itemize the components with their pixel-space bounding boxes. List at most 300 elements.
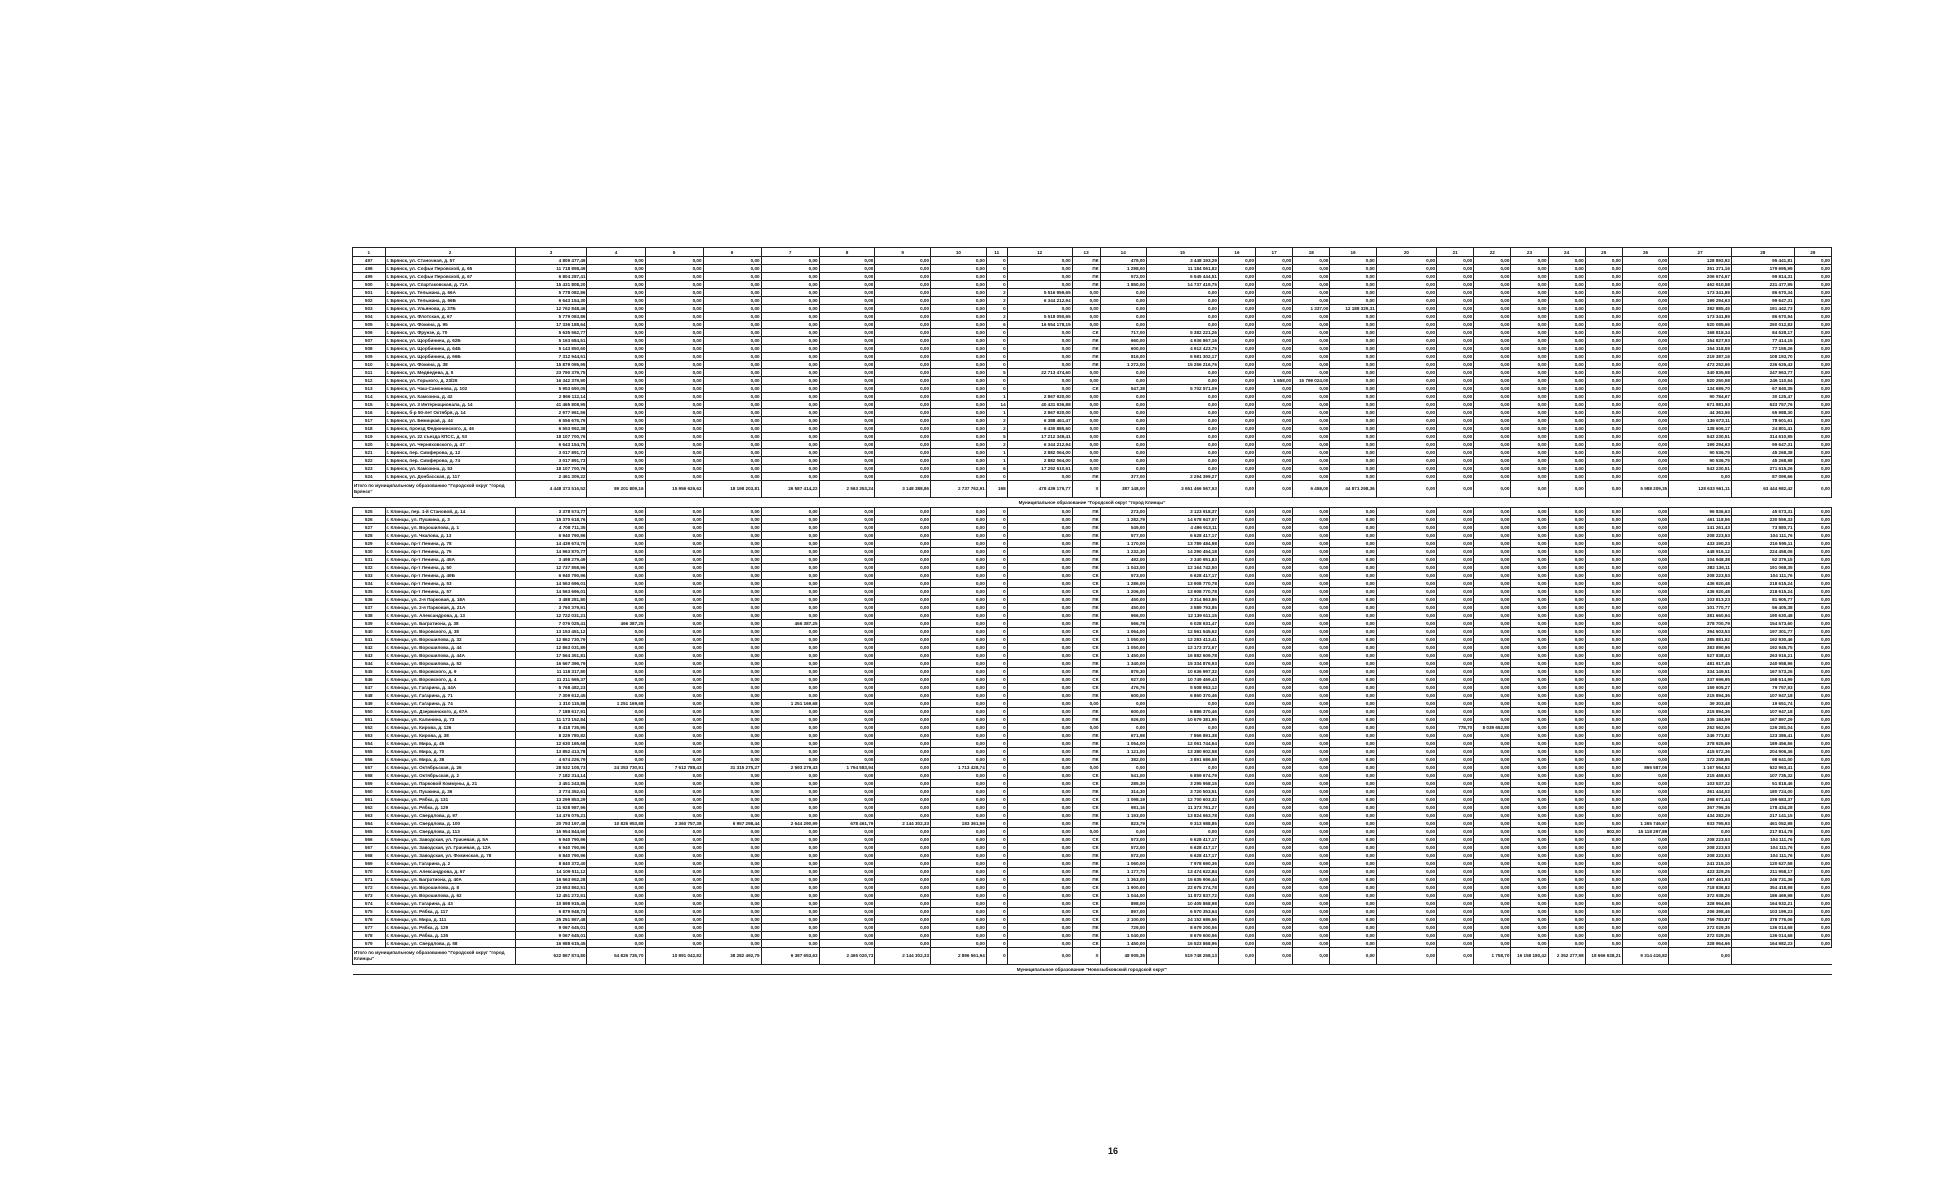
table-row bbox=[353, 580, 1832, 588]
value-cell: 0,00 bbox=[819, 900, 875, 908]
value-cell: 0,00 bbox=[1794, 564, 1831, 572]
value-cell: 0,00 bbox=[1437, 433, 1474, 441]
value-cell: 0,00 bbox=[1376, 409, 1436, 417]
value-cell: 0,00 bbox=[1256, 425, 1293, 433]
value-cell: 0,00 bbox=[1256, 612, 1293, 620]
value-cell: 0,00 bbox=[1146, 305, 1218, 313]
value-cell: 0,00 bbox=[761, 772, 819, 780]
value-cell: 0,00 bbox=[875, 345, 931, 353]
value-cell: 0,00 bbox=[1622, 465, 1668, 473]
value-cell: 0,00 bbox=[1437, 892, 1474, 900]
address-cell: г. Клинцы, пр-т Ленина, д. 50 bbox=[385, 564, 515, 572]
value-cell: 260 012,83 bbox=[1731, 321, 1794, 329]
value-cell: 1 167 564,52 bbox=[1669, 764, 1732, 772]
value-cell: 0,00 bbox=[1218, 692, 1255, 700]
value-cell: 543 230,51 bbox=[1669, 465, 1732, 473]
value-cell: 0,00 bbox=[1256, 940, 1293, 948]
value-cell: 0,00 bbox=[931, 265, 987, 273]
value-cell: 0,00 bbox=[1622, 409, 1668, 417]
value-cell: 0,00 bbox=[1376, 441, 1436, 449]
table-row bbox=[353, 564, 1832, 572]
row-number-cell: 525 bbox=[353, 508, 386, 516]
value-cell: 13 153 451,12 bbox=[515, 628, 587, 636]
value-cell: 0,00 bbox=[645, 836, 703, 844]
value-cell: 0,00 bbox=[1794, 860, 1831, 868]
value-cell: 2 bbox=[986, 289, 1007, 297]
value-cell: 0,00 bbox=[1437, 273, 1474, 281]
value-cell: 0,00 bbox=[1474, 660, 1511, 668]
value-cell: 0,00 bbox=[1474, 876, 1511, 884]
value-cell: 0,00 bbox=[1474, 596, 1511, 604]
total-value-cell: 519 748 258,13 bbox=[1146, 948, 1218, 965]
value-cell: 5 bbox=[986, 369, 1007, 377]
value-cell: 0,00 bbox=[931, 401, 987, 409]
value-cell: 0,00 bbox=[1218, 892, 1255, 900]
value-cell: 0,00 bbox=[587, 289, 645, 297]
address-cell: г. Брянск, ул. Ульянова, д. 37Б bbox=[385, 305, 515, 313]
value-cell: 0,00 bbox=[1072, 828, 1100, 836]
value-cell: 7 978 690,36 bbox=[1146, 860, 1218, 868]
value-cell: 0,00 bbox=[1072, 465, 1100, 473]
value-cell: 0,00 bbox=[931, 465, 987, 473]
value-cell: 0,00 bbox=[1293, 401, 1330, 409]
column-number: 15 bbox=[1146, 248, 1218, 257]
table-row bbox=[353, 612, 1832, 620]
value-cell: 0,00 bbox=[1100, 441, 1146, 449]
value-cell: 0,00 bbox=[1376, 748, 1436, 756]
table-row bbox=[353, 425, 1832, 433]
address-cell: г. Брянск, ул. Тельмана, д. 66А bbox=[385, 289, 515, 297]
value-cell: 0,00 bbox=[1330, 321, 1376, 329]
value-cell: 0,00 bbox=[1256, 516, 1293, 524]
value-cell: 13 380 902,58 bbox=[1146, 748, 1218, 756]
value-cell: 0,00 bbox=[819, 401, 875, 409]
value-cell: 0,00 bbox=[703, 441, 761, 449]
value-cell: 14 290 454,18 bbox=[1146, 548, 1218, 556]
value-cell: 0,00 bbox=[1511, 588, 1548, 596]
value-cell: 12 862 730,79 bbox=[515, 636, 587, 644]
table-row bbox=[353, 273, 1832, 281]
value-cell: 0,00 bbox=[645, 652, 703, 660]
value-cell: 0,00 bbox=[1256, 524, 1293, 532]
value-cell: 0,00 bbox=[1330, 564, 1376, 572]
value-cell: 65 988,30 bbox=[1731, 409, 1794, 417]
value-cell: 51 818,46 bbox=[1731, 780, 1794, 788]
value-cell: 0,00 bbox=[1218, 756, 1255, 764]
address-cell: г. Клинцы, ул. Заводская, ул. Грачевая, д. 5А bbox=[385, 836, 515, 844]
value-cell: 0,00 bbox=[819, 297, 875, 305]
value-cell: 0,00 bbox=[875, 369, 931, 377]
value-cell: 0,00 bbox=[703, 780, 761, 788]
address-cell: г. Брянск, ул. Горького, д. 23/26 bbox=[385, 377, 515, 385]
value-cell: 0,00 bbox=[761, 636, 819, 644]
value-cell: 0,00 bbox=[1100, 321, 1146, 329]
value-cell: 0,00 bbox=[1622, 473, 1668, 481]
value-cell: 14 563 696,01 bbox=[515, 580, 587, 588]
value-cell: 0,00 bbox=[1548, 692, 1585, 700]
value-cell: 0,00 bbox=[1437, 644, 1474, 652]
value-cell: 6 bbox=[986, 465, 1007, 473]
value-cell: 0,00 bbox=[1293, 433, 1330, 441]
total-row bbox=[353, 481, 1832, 498]
value-cell: 0,00 bbox=[761, 417, 819, 425]
value-cell: 0 bbox=[986, 940, 1007, 948]
value-cell: 0,00 bbox=[1474, 289, 1511, 297]
value-cell: 0,00 bbox=[645, 281, 703, 289]
value-cell: 0,00 bbox=[1376, 812, 1436, 820]
value-cell: 1 272,00 bbox=[1100, 361, 1146, 369]
value-cell: 6 628 417,17 bbox=[1146, 532, 1218, 540]
column-number: 24 bbox=[1548, 248, 1585, 257]
value-cell: 0,00 bbox=[1218, 868, 1255, 876]
value-cell: 0,00 bbox=[1376, 353, 1436, 361]
value-cell: 0,00 bbox=[1437, 297, 1474, 305]
value-cell: 0,00 bbox=[645, 692, 703, 700]
value-cell: 0,00 bbox=[1794, 409, 1831, 417]
value-cell: 0,00 bbox=[1376, 508, 1436, 516]
value-cell: 0,00 bbox=[1511, 353, 1548, 361]
value-cell: 0,00 bbox=[587, 780, 645, 788]
value-cell: 0,00 bbox=[587, 812, 645, 820]
value-cell: 0,00 bbox=[1218, 748, 1255, 756]
value-cell: 0,00 bbox=[1072, 409, 1100, 417]
value-cell: ПК bbox=[1072, 353, 1100, 361]
value-cell: 0,00 bbox=[1548, 433, 1585, 441]
value-cell: ПК bbox=[1072, 564, 1100, 572]
value-cell: 0,00 bbox=[1794, 724, 1831, 732]
value-cell: 0,00 bbox=[1256, 740, 1293, 748]
value-cell: 0,00 bbox=[1794, 932, 1831, 940]
value-cell: 0,00 bbox=[1622, 353, 1668, 361]
value-cell: 0,00 bbox=[931, 668, 987, 676]
value-cell: 0,00 bbox=[703, 385, 761, 393]
value-cell: 1 098,19 bbox=[1100, 796, 1146, 804]
value-cell: 0,00 bbox=[1293, 668, 1330, 676]
row-number-cell: 500 bbox=[353, 281, 386, 289]
value-cell: ПК bbox=[1072, 692, 1100, 700]
value-cell: ПК bbox=[1072, 540, 1100, 548]
value-cell: 0,00 bbox=[1330, 265, 1376, 273]
value-cell: 128 892,92 bbox=[1669, 257, 1732, 265]
value-cell: 1 310 115,88 bbox=[515, 700, 587, 708]
value-cell: 0,00 bbox=[819, 708, 875, 716]
address-cell: г. Клинцы, ул. Пушкина, д. 36 bbox=[385, 788, 515, 796]
value-cell: 0,00 bbox=[587, 708, 645, 716]
value-cell: 1 040,00 bbox=[1100, 932, 1146, 940]
value-cell: 3 720 503,51 bbox=[1146, 788, 1218, 796]
value-cell: 0,00 bbox=[1794, 620, 1831, 628]
value-cell: 0,00 bbox=[1511, 932, 1548, 940]
value-cell: 0,00 bbox=[1622, 660, 1668, 668]
value-cell: 0,00 bbox=[1218, 508, 1255, 516]
value-cell: 0,00 bbox=[645, 524, 703, 532]
value-cell: 0,00 bbox=[1794, 516, 1831, 524]
value-cell: 0,00 bbox=[1548, 572, 1585, 580]
row-number-cell: 534 bbox=[353, 580, 386, 588]
value-cell: 230 559,33 bbox=[1731, 516, 1794, 524]
value-cell: 0,00 bbox=[931, 473, 987, 481]
value-cell: СК bbox=[1072, 940, 1100, 948]
column-number: 19 bbox=[1330, 248, 1376, 257]
value-cell: 0,00 bbox=[1007, 281, 1072, 289]
value-cell: 0,00 bbox=[1293, 796, 1330, 804]
value-cell: 16 342 379,90 bbox=[515, 377, 587, 385]
value-cell: 0,00 bbox=[587, 305, 645, 313]
value-cell: 0,00 bbox=[1376, 449, 1436, 457]
column-number: 13 bbox=[1072, 248, 1100, 257]
value-cell: 15 798 024,00 bbox=[1293, 377, 1330, 385]
value-cell: 0,00 bbox=[1437, 748, 1474, 756]
value-cell: 0,00 bbox=[931, 844, 987, 852]
total-row bbox=[353, 948, 1832, 965]
value-cell: 10 636 997,32 bbox=[1146, 668, 1218, 676]
value-cell: 0,00 bbox=[1474, 636, 1511, 644]
value-cell: 0,00 bbox=[1511, 836, 1548, 844]
value-cell: 0,00 bbox=[1437, 908, 1474, 916]
value-cell: 0,00 bbox=[1794, 377, 1831, 385]
value-cell: 0,00 bbox=[1293, 804, 1330, 812]
total-value-cell: 198 bbox=[986, 481, 1007, 498]
value-cell: 0,00 bbox=[1256, 724, 1293, 732]
value-cell: 0,00 bbox=[587, 868, 645, 876]
value-cell: 0,00 bbox=[1218, 772, 1255, 780]
value-cell: 0,00 bbox=[1548, 425, 1585, 433]
table-row bbox=[353, 508, 1832, 516]
value-cell: 0,00 bbox=[1437, 369, 1474, 377]
value-cell: 0,00 bbox=[645, 516, 703, 524]
value-cell: 0,00 bbox=[1293, 449, 1330, 457]
value-cell: 0,00 bbox=[1511, 305, 1548, 313]
column-number: 18 bbox=[1293, 248, 1330, 257]
value-cell: 0,00 bbox=[1585, 337, 1622, 345]
value-cell: 0,00 bbox=[1256, 884, 1293, 892]
value-cell: 0,00 bbox=[1437, 524, 1474, 532]
value-cell: 0,00 bbox=[1474, 804, 1511, 812]
value-cell: 1 850,00 bbox=[1100, 281, 1146, 289]
value-cell: 13 908 770,78 bbox=[1146, 588, 1218, 596]
value-cell: 107 947,18 bbox=[1731, 692, 1794, 700]
value-cell: 0,00 bbox=[1585, 836, 1622, 844]
value-cell: 0,00 bbox=[931, 692, 987, 700]
value-cell: 4 912 423,75 bbox=[1146, 345, 1218, 353]
value-cell: 0,00 bbox=[1218, 796, 1255, 804]
value-cell: 87 099,66 bbox=[1731, 473, 1794, 481]
value-cell: 0,00 bbox=[1256, 764, 1293, 772]
value-cell: 0,00 bbox=[1585, 908, 1622, 916]
table-row bbox=[353, 716, 1832, 724]
value-cell: 0,00 bbox=[1474, 732, 1511, 740]
value-cell: 0,00 bbox=[1794, 596, 1831, 604]
value-cell: 378 925,69 bbox=[1669, 740, 1732, 748]
value-cell: 0,00 bbox=[1511, 345, 1548, 353]
value-cell: 5 768 482,23 bbox=[515, 684, 587, 692]
value-cell: 0,00 bbox=[1511, 281, 1548, 289]
value-cell: 11 872 837,72 bbox=[1146, 892, 1218, 900]
value-cell: 0,00 bbox=[1330, 900, 1376, 908]
value-cell: 0,00 bbox=[1256, 908, 1293, 916]
value-cell: 0,00 bbox=[1256, 532, 1293, 540]
value-cell: 0,00 bbox=[1794, 353, 1831, 361]
value-cell: 0,00 bbox=[1585, 932, 1622, 940]
value-cell: 0,00 bbox=[1437, 417, 1474, 425]
value-cell: 0,00 bbox=[1100, 377, 1146, 385]
value-cell: 0,00 bbox=[1256, 732, 1293, 740]
value-cell: 7 866 891,38 bbox=[1146, 732, 1218, 740]
value-cell: 0,00 bbox=[1256, 636, 1293, 644]
value-cell: 0,00 bbox=[645, 884, 703, 892]
value-cell: 0,00 bbox=[1007, 892, 1072, 900]
value-cell: 0,00 bbox=[1622, 425, 1668, 433]
value-cell: 0,00 bbox=[1007, 337, 1072, 345]
value-cell: 0,00 bbox=[1622, 732, 1668, 740]
value-cell: 0,00 bbox=[1330, 516, 1376, 524]
value-cell: 0,00 bbox=[1548, 900, 1585, 908]
value-cell: 0,00 bbox=[875, 321, 931, 329]
address-cell: г. Брянск, б-р 50-лет Октября, д. 14 bbox=[385, 409, 515, 417]
value-cell: 0,00 bbox=[819, 684, 875, 692]
value-cell: 382 885,45 bbox=[1669, 305, 1732, 313]
row-number-cell: 544 bbox=[353, 660, 386, 668]
value-cell: 0,00 bbox=[1585, 892, 1622, 900]
address-cell: г. Клинцы, ул. Гагарина, д. 74 bbox=[385, 700, 515, 708]
table-row bbox=[353, 588, 1832, 596]
value-cell: 14 109 511,12 bbox=[515, 868, 587, 876]
value-cell: 0,00 bbox=[703, 812, 761, 820]
value-cell: 0,00 bbox=[1293, 932, 1330, 940]
value-cell: 0,00 bbox=[1511, 756, 1548, 764]
value-cell: 3 891 686,58 bbox=[1146, 756, 1218, 764]
value-cell: 0,00 bbox=[761, 273, 819, 281]
value-cell: 0,00 bbox=[1007, 265, 1072, 273]
value-cell: 0 bbox=[986, 516, 1007, 524]
value-cell: 0,00 bbox=[761, 401, 819, 409]
value-cell: 5 516 959,65 bbox=[1007, 289, 1072, 297]
value-cell: 0,00 bbox=[761, 796, 819, 804]
value-cell: 0,00 bbox=[1585, 924, 1622, 932]
value-cell: 0,00 bbox=[761, 580, 819, 588]
value-cell: 0,00 bbox=[1585, 700, 1622, 708]
value-cell: 0,00 bbox=[819, 844, 875, 852]
value-cell: 0,00 bbox=[1293, 516, 1330, 524]
value-cell: 0,00 bbox=[1511, 804, 1548, 812]
value-cell: 0,00 bbox=[819, 313, 875, 321]
value-cell: 0,00 bbox=[1585, 548, 1622, 556]
value-cell: 0,00 bbox=[1548, 804, 1585, 812]
value-cell: 0,00 bbox=[1585, 668, 1622, 676]
value-cell: 0,00 bbox=[1474, 692, 1511, 700]
column-number: 16 bbox=[1218, 248, 1255, 257]
row-number-cell: 531 bbox=[353, 556, 386, 564]
value-cell: 0,00 bbox=[703, 548, 761, 556]
value-cell: 0,00 bbox=[1007, 828, 1072, 836]
value-cell: 0,00 bbox=[1794, 465, 1831, 473]
value-cell: 0,00 bbox=[1293, 329, 1330, 337]
value-cell: 0,00 bbox=[645, 660, 703, 668]
value-cell: 1 bbox=[986, 393, 1007, 401]
value-cell: 0,00 bbox=[1794, 804, 1831, 812]
value-cell: 0,00 bbox=[1376, 844, 1436, 852]
value-cell: 0,00 bbox=[1293, 884, 1330, 892]
value-cell: 0,00 bbox=[1256, 772, 1293, 780]
value-cell: 0,00 bbox=[1146, 297, 1218, 305]
value-cell: 0,00 bbox=[1622, 804, 1668, 812]
value-cell: 0,00 bbox=[1218, 884, 1255, 892]
value-cell: 879,30 bbox=[1100, 668, 1146, 676]
value-cell: 0,00 bbox=[1794, 756, 1831, 764]
value-cell: 0,00 bbox=[875, 860, 931, 868]
value-cell: 0,00 bbox=[1256, 457, 1293, 465]
value-cell: 0,00 bbox=[703, 676, 761, 684]
value-cell: 0,00 bbox=[1622, 908, 1668, 916]
row-number-cell: 521 bbox=[353, 449, 386, 457]
value-cell: 0,00 bbox=[1330, 257, 1376, 265]
value-cell: 15 954 844,60 bbox=[515, 828, 587, 836]
table-row bbox=[353, 596, 1832, 604]
row-number-cell: 498 bbox=[353, 265, 386, 273]
value-cell: 0,00 bbox=[761, 628, 819, 636]
total-value-cell: 0,00 bbox=[1794, 481, 1831, 498]
value-cell: 0,00 bbox=[1330, 540, 1376, 548]
value-cell: 0,00 bbox=[1794, 508, 1831, 516]
value-cell: 0,00 bbox=[1293, 628, 1330, 636]
value-cell: 0,00 bbox=[1330, 369, 1376, 377]
value-cell: 0,00 bbox=[1622, 700, 1668, 708]
value-cell: 0,00 bbox=[645, 892, 703, 900]
total-value-cell: 0,00 bbox=[1437, 948, 1474, 965]
value-cell: 0,00 bbox=[761, 836, 819, 844]
value-cell: 0,00 bbox=[1437, 465, 1474, 473]
value-cell: 0,00 bbox=[1511, 700, 1548, 708]
value-cell: 0,00 bbox=[1585, 297, 1622, 305]
value-cell: 0,00 bbox=[931, 732, 987, 740]
value-cell: ПК bbox=[1072, 660, 1100, 668]
value-cell: 0,00 bbox=[1293, 465, 1330, 473]
value-cell: 0,00 bbox=[645, 289, 703, 297]
value-cell: 0,00 bbox=[1256, 668, 1293, 676]
table-row bbox=[353, 281, 1832, 289]
value-cell: 0,00 bbox=[1548, 417, 1585, 425]
value-cell: 0 bbox=[986, 684, 1007, 692]
value-cell: 0,00 bbox=[1585, 433, 1622, 441]
value-cell: 6 940 790,96 bbox=[515, 844, 587, 852]
value-cell: 481 917,45 bbox=[1669, 660, 1732, 668]
value-cell: 0,00 bbox=[703, 572, 761, 580]
value-cell: 0,00 bbox=[587, 580, 645, 588]
value-cell: 0,00 bbox=[1293, 908, 1330, 916]
value-cell: 0,00 bbox=[1548, 321, 1585, 329]
value-cell: 0,00 bbox=[1293, 748, 1330, 756]
table-row bbox=[353, 345, 1832, 353]
value-cell: 0,00 bbox=[1622, 668, 1668, 676]
row-number-cell: 515 bbox=[353, 401, 386, 409]
value-cell: 0,00 bbox=[1794, 441, 1831, 449]
value-cell: 0,00 bbox=[587, 524, 645, 532]
value-cell: 0,00 bbox=[1256, 449, 1293, 457]
value-cell: 0,00 bbox=[645, 465, 703, 473]
value-cell: 6 bbox=[986, 321, 1007, 329]
value-cell: 0,00 bbox=[1256, 281, 1293, 289]
value-cell: СК bbox=[1072, 836, 1100, 844]
table-row bbox=[353, 628, 1832, 636]
value-cell: 0,00 bbox=[875, 417, 931, 425]
value-cell: 0,00 bbox=[1218, 289, 1255, 297]
value-cell: 0,00 bbox=[819, 548, 875, 556]
value-cell: 173 341,89 bbox=[1669, 289, 1732, 297]
value-cell: 0,00 bbox=[703, 908, 761, 916]
value-cell: 0,00 bbox=[1007, 884, 1072, 892]
table-row bbox=[353, 297, 1832, 305]
value-cell: 0,00 bbox=[703, 305, 761, 313]
